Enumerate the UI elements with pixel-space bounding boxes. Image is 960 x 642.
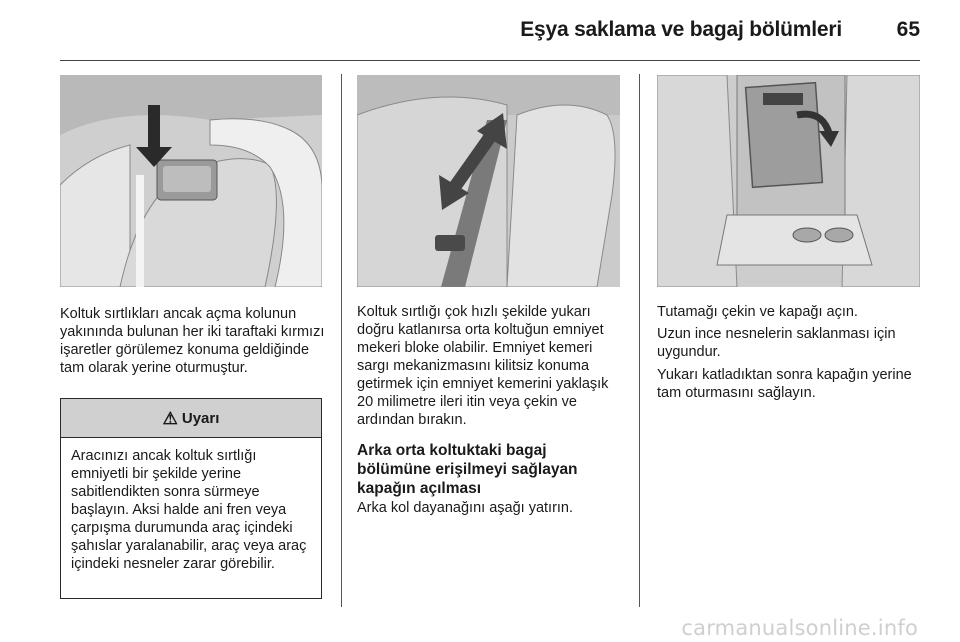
seat-belt-instruction-text: Koltuk sırtlığı çok hızlı şekilde yukarı doğru katlanırsa orta koltuğun emniyet mekeri bloke olabilir. Emniyet kemeri sargı mekanizmasını kilitsiz konuma getirmek için emniyet kemerini yaklaşık 20 milimetre ileri itin veya çekin ve ardından bırakın. [357, 304, 609, 428]
warning-box [60, 398, 322, 599]
storage-usage-text: Uzun ince nesnelerin saklanması için uygundur. [657, 326, 896, 360]
armrest-instruction-text: Arka kol dayanağını aşağı yatırın. [357, 500, 574, 516]
close-lid-text: Yukarı katladıktan sonra kapağın yerine tam oturmasını sağlayın. [657, 367, 912, 401]
warning-title: Uyarı [181, 409, 220, 427]
seat-belt-illustration [357, 75, 620, 287]
warning-body: Aracınızı ancak koltuk sırtlığı emniyetli bir şekilde yerine sabitlendikten sonra sürmeye başlayın. Aksi halde ani fren veya çarpışma durumunda araç içindeki şahıslar yaralanabilir, araç veya araç içindeki nesneler zarar görebilir. [71, 448, 307, 572]
column-divider [639, 74, 640, 607]
column-divider [341, 74, 342, 607]
warning-triangle-icon: ⚠ [162, 408, 178, 428]
armrest-storage-illustration [657, 75, 920, 287]
section-heading: Arka orta koltuktaki bagaj bölümüne erişilmeyi sağlayan kapağın açılması [357, 442, 578, 497]
watermark: carmanualsonline.info [681, 616, 918, 640]
lever-instruction-text: Koltuk sırtlıkları ancak açma kolunun yakınında bulunan her iki taraftaki kırmızı işaretler görülemez konuma geldiğinde tam olarak yerine oturmuştur. [60, 306, 325, 376]
seat-release-lever-illustration [60, 75, 322, 287]
page-number: 65 [896, 18, 920, 41]
page-header-title: Eşya saklama ve bagaj bölümleri [520, 18, 842, 41]
header-rule [60, 60, 920, 61]
warning-header [61, 399, 321, 438]
open-lid-text: Tutamağı çekin ve kapağı açın. [657, 304, 858, 320]
